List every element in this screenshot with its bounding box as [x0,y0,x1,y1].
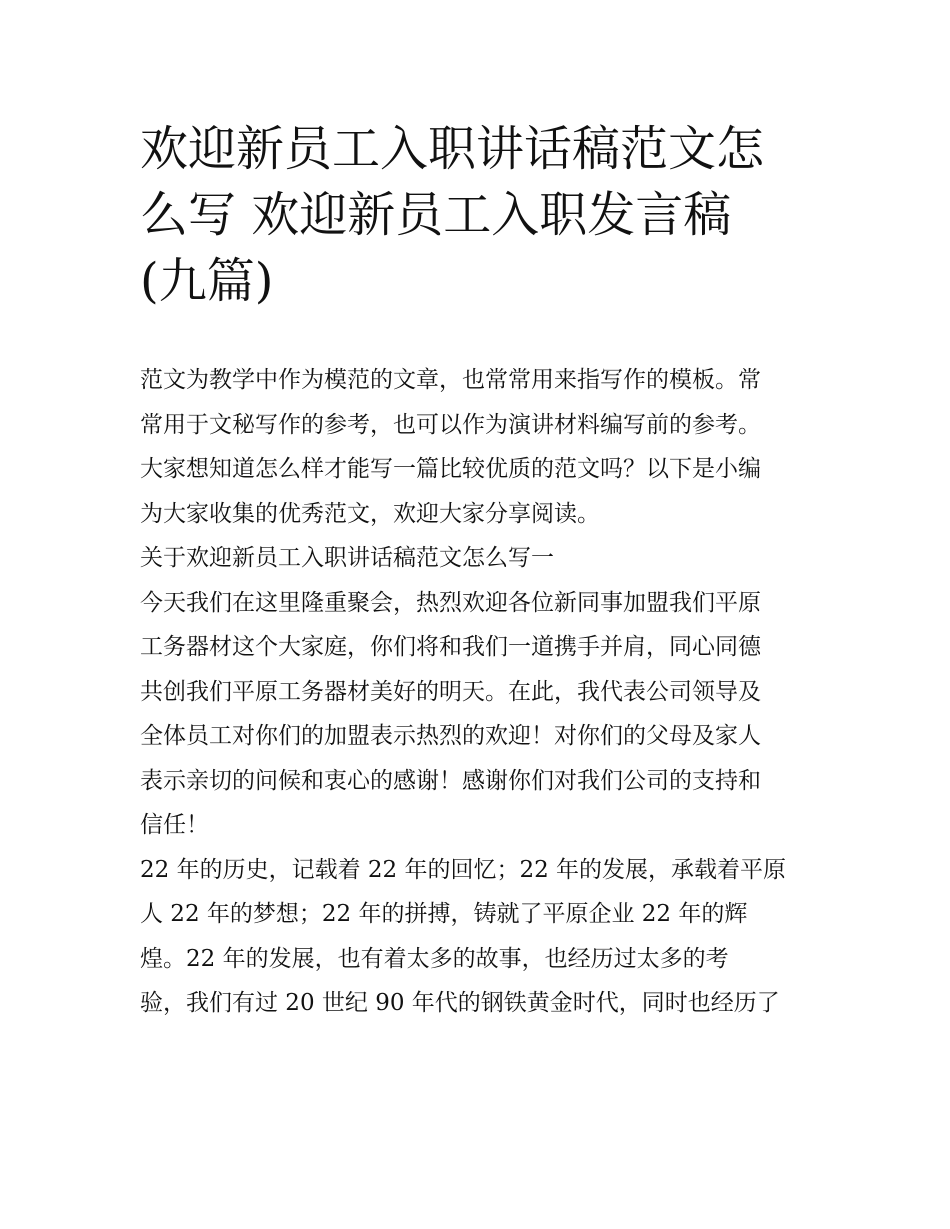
body-line: 今天我们在这里隆重聚会，热烈欢迎各位新同事加盟我们平原 [140,589,761,616]
body-line: 人 22 年的梦想；22 年的拼搏，铸就了平原企业 22 年的辉 [140,901,748,927]
body-line: 为大家收集的优秀范文，欢迎大家分享阅读。 [140,500,600,527]
title-line: 么写 欢迎新员工入职发言稿 [140,187,732,243]
body-line: 全体员工对你们的加盟表示热烈的欢迎！对你们的父母及家人 [140,723,761,749]
body-line: 验，我们有过 20 世纪 90 年代的钢铁黄金时代，同时也经历了 [140,990,780,1016]
body-line: 常用于文秘写作的参考，也可以作为演讲材料编写前的参考。 [140,411,761,438]
body-line: 共创我们平原工务器材美好的明天。在此，我代表公司领导及 [140,678,761,705]
body-line: 范文为教学中作为模范的文章，也常常用来指写作的模板。常 [140,367,761,393]
section-heading: 关于欢迎新员工入职讲话稿范文怎么写一 [140,545,554,571]
document-body [140,358,820,1026]
title-line: 欢迎新员工入职讲话稿范文怎 [140,121,765,177]
title-line: (九篇) [140,253,274,309]
body-line: 22 年的历史，记载着 22 年的回忆；22 年的发展，承载着平原 [140,856,787,883]
document-title [140,116,820,314]
body-line: 表示亲切的问候和衷心的感谢！感谢你们对我们公司的支持和 [140,767,761,794]
body-line: 煌。22 年的发展，也有着太多的故事，也经历过太多的考 [140,945,729,972]
body-line: 工务器材这个大家庭，你们将和我们一道携手并肩，同心同德 [140,634,761,660]
body-line: 信任！ [140,812,209,838]
body-line: 大家想知道怎么样才能写一篇比较优质的范文吗？以下是小编 [140,456,761,482]
